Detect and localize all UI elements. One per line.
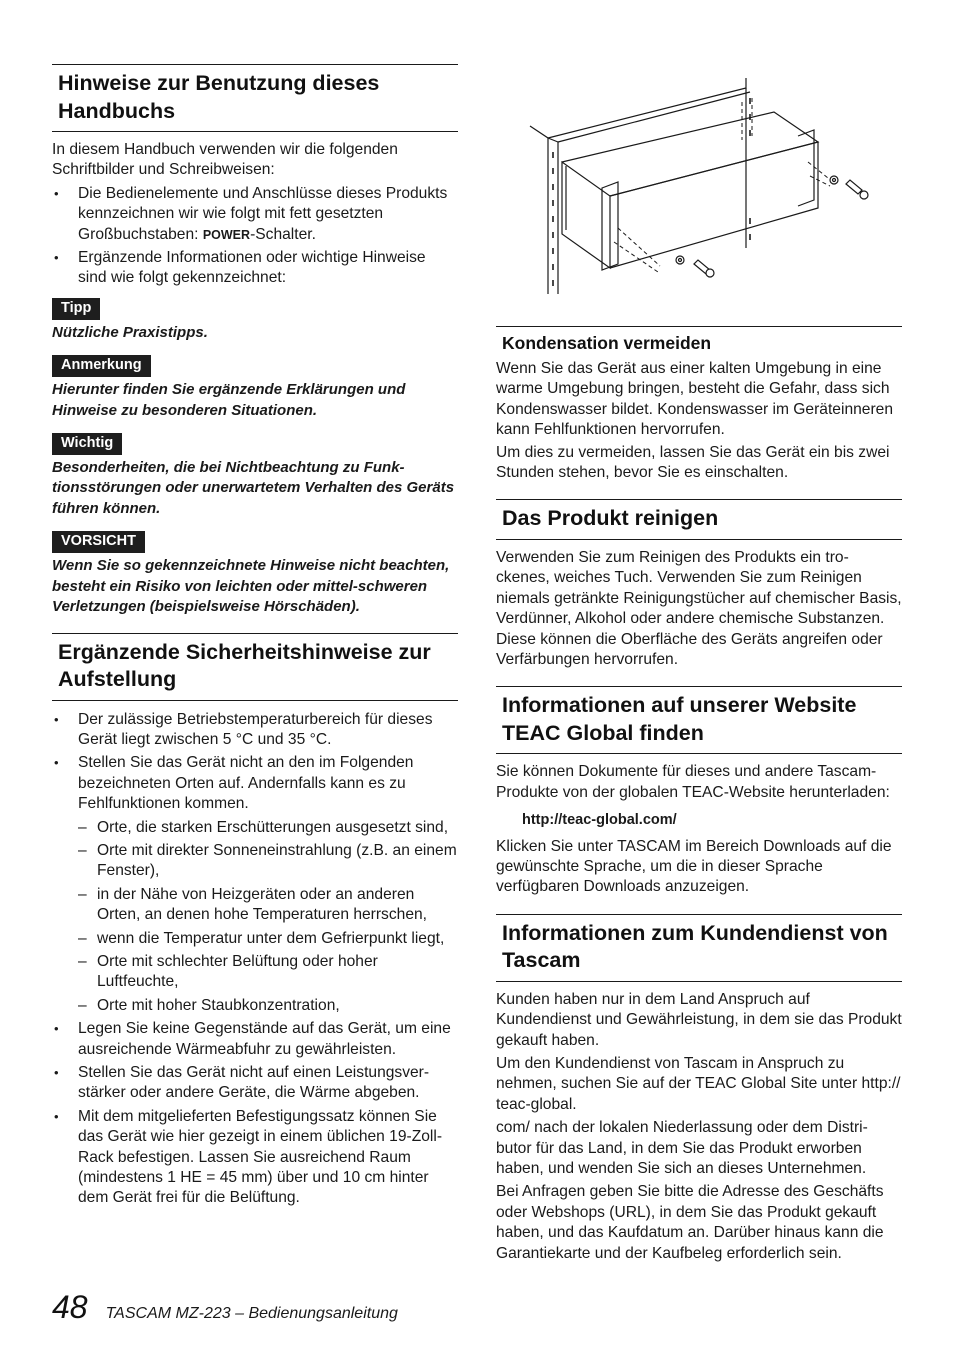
section-title-handbuch: Hinweise zur Benutzung dieses Handbuchs <box>52 64 458 132</box>
section-title-sicherheit: Ergänzende Sicherheitshinweise zur Aufstellung <box>52 633 458 701</box>
website-url[interactable]: http://teac-global.com/ <box>522 812 677 829</box>
section-title-kondensation: Kondensation vermeiden <box>496 326 902 355</box>
list-item: – Orte mit hoher Staubkonzentration, <box>78 996 458 1016</box>
list-item: • Mit dem mitgelieferten Befestigungssatz können Sie das Gerät wie hier gezeigt in einem üblichen 19-Zoll-Rack befestigen. Lassen Sie ausreichend Raum (mindestens 1 HE = 45 mm) über und 10 cm hinter dem Gerät frei für die Belüftung. <box>52 1107 458 1209</box>
section-title-kundendienst: Informationen zum Kundendienst von Tascam <box>496 914 902 982</box>
note-text: Besonderheiten, die bei Nichtbeachtung zu Funk-tionsstörungen oder unerwartetem Verhalten des Geräts führen können. <box>52 459 455 517</box>
note-text: Wenn Sie so gekennzeichnete Hinweise nicht beachten, besteht ein Risiko von leichten oder mittel-schweren Verletzungen (beispielsweise Hörschäden). <box>52 557 450 616</box>
paragraph: Wenn Sie das Gerät aus einer kalten Umgebung in eine warme Umgebung bringen, besteht die Gefahr, dass sich Kondenswasser bildet. Kondenswasser im Geräteinneren kann Fehlfunktionen hervorrufen. <box>496 360 893 439</box>
note-label: Wichtig <box>52 433 122 455</box>
paragraph: com/ nach der lokalen Niederlassung oder dem Distri-butor für das Land, in dem Sie das Produkt erworben haben, und wenden Sie sich an dieses Unternehmen. <box>496 1119 868 1178</box>
list-item: – Orte, die starken Erschütterungen ausgesetzt sind, <box>78 818 458 838</box>
list-item: • Der zulässige Betriebstemperaturbereich für dieses Gerät liegt zwischen 5 °C und 35 °C. <box>52 710 458 751</box>
paragraph: Verwenden Sie zum Reinigen des Produkts ein tro-ckenes, weiches Tuch. Verwenden Sie zum Reinigen niemals getränkte Reinigungstücher auf chemischer Basis, Verdünner, Alkohol oder andere chemische Substanzen. Diese können die Oberfläche des Geräts angreifen oder Verfärbungen hervorrufen. <box>496 548 902 668</box>
page-number: 48 <box>52 1289 88 1325</box>
rack-mount-illustration <box>528 78 888 298</box>
list-item: • Stellen Sie das Gerät nicht auf einen Leistungsver-stärker oder andere Geräte, die Wärme abgeben. <box>52 1063 458 1104</box>
paragraph: Kunden haben nur in dem Land Anspruch auf Kundendienst und Gewährleistung, in dem sie das Produkt gekauft haben. <box>496 990 902 1049</box>
note-vorsicht <box>52 531 458 617</box>
safety-list <box>52 710 458 1209</box>
section-title-website: Informationen auf unserer Website TEAC Global finden <box>496 686 902 754</box>
list-item: – Orte mit direkter Sonneneinstrahlung (z.B. an einem Fenster), <box>78 841 458 882</box>
location-list <box>78 818 458 1017</box>
list-item: – Orte mit schlechter Belüftung oder hoher Luftfeuchte, <box>78 952 458 993</box>
note-label: VORSICHT <box>52 531 145 553</box>
footer-title: TASCAM MZ-223 – Bedienungsanleitung <box>105 1305 398 1322</box>
right-column <box>496 326 902 1264</box>
list-item: • Ergänzende Informationen oder wichtige Hinweise sind wie folgt gekennzeichnet: <box>52 248 458 289</box>
note-label: Tipp <box>52 298 100 320</box>
power-label: POWER <box>202 227 251 242</box>
paragraph: Bei Anfragen geben Sie bitte die Adresse des Geschäfts oder Webshops (URL), in dem Sie das Produkt gekauft haben, und das Kaufdatum an. Darüber hinaus kann die Garantiekarte und der Kaufbeleg erforderlich sein. <box>496 1183 884 1262</box>
section-title-reinigen: Das Produkt reinigen <box>496 499 902 540</box>
intro-paragraph: In diesem Handbuch verwenden wir die folgenden Schriftbilder und Schreibweisen: <box>52 141 398 179</box>
note-wichtig <box>52 433 458 519</box>
list-item: • Legen Sie keine Gegenstände auf das Gerät, um eine ausreichende Wärmeabfuhr zu gewährleisten. <box>52 1019 458 1060</box>
note-text: Nützliche Praxistipps. <box>52 323 208 341</box>
left-column <box>52 64 458 1212</box>
note-tipp <box>52 298 458 343</box>
list-item: • Die Bedienelemente und Anschlüsse dieses Produkts kennzeichnen wir wie folgt mit fett gesetzten Großbuchstaben: POWER-Schalter. <box>52 184 458 245</box>
paragraph: Sie können Dokumente für dieses und andere Tascam-Produkte von der globalen TEAC-Website herunterladen: <box>496 763 890 801</box>
paragraph: Um den Kundendienst von Tascam in Anspruch zu nehmen, suchen Sie auf der TEAC Global Site unter http:// teac-global. <box>496 1055 901 1113</box>
note-anmerkung <box>52 355 458 421</box>
list-item: – in der Nähe von Heizgeräten oder an anderen Orten, an denen hohe Temperaturen herrschen, <box>78 885 458 926</box>
list-item: • Stellen Sie das Gerät nicht an den im Folgenden bezeichneten Orten auf. Andernfalls kann es zu Fehlfunktionen kommen. – Orte, die starken Erschütterungen ausgesetzt sind, – Orte mit direkter Sonneneinstrahlung (z.B. an einem Fenster), – in der Nähe von Heizgeräten oder an anderen Orten, an denen hohe Temperaturen herrschen, – wenn die Temperatur unter dem Gefrierpunkt liegt, – Orte mit schlechter Belüftung oder hoher Luftfeuchte, – Orte mit hoher Staubkonzentration, <box>52 753 458 1016</box>
page-footer <box>52 1287 398 1331</box>
paragraph: Klicken Sie unter TASCAM im Bereich Downloads auf die gewünschte Sprache, um die in dieser Sprache verfügbaren Downloads anzuzeigen. <box>496 837 892 896</box>
list-item: – wenn die Temperatur unter dem Gefrierpunkt liegt, <box>78 929 458 949</box>
note-text: Hierunter finden Sie ergänzende Erklärungen und Hinweise zu besonderen Situationen. <box>52 381 406 419</box>
conventions-list <box>52 184 458 289</box>
note-label: Anmerkung <box>52 355 151 377</box>
paragraph: Um dies zu vermeiden, lassen Sie das Gerät ein bis zwei Stunden stehen, bevor Sie es einschalten. <box>496 443 890 482</box>
